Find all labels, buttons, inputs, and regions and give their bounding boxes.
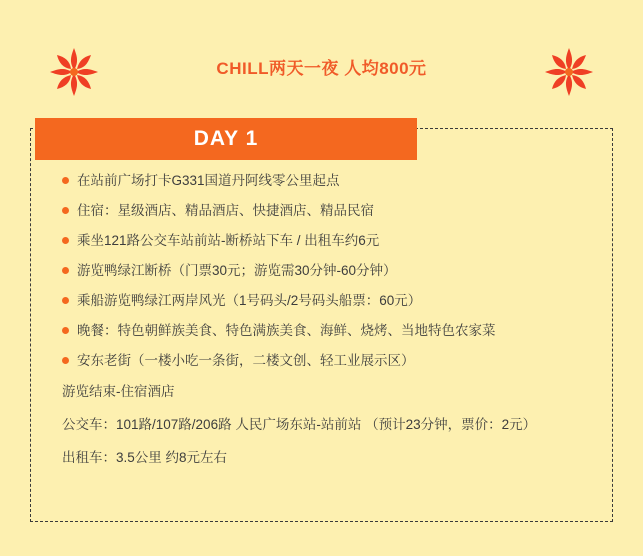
itinerary-notes [62,382,602,467]
list-item-text: 乘船游览鸭绿江两岸风光（1号码头/2号码头船票：60元） [77,293,422,308]
bullet-dot-icon [62,327,69,334]
list-item-text: 在站前广场打卡G331国道丹阿线零公里起点 [77,173,340,188]
list-item-text: 安东老街（一楼小吃一条街，二楼文创、轻工业展示区） [77,353,415,368]
list-item-text: 乘坐121路公交车站前站-断桥站下车 / 出租车约6元 [77,233,380,248]
list-item-text: 游览鸭绿江断桥（门票30元；游览需30分钟-60分钟） [77,263,397,278]
list-item [62,352,592,369]
poster-header [0,36,643,100]
bullet-dot-icon [62,267,69,274]
list-item [62,202,592,219]
bullet-dot-icon [62,357,69,364]
itinerary-list [62,172,592,382]
page-title: CHILL两天一夜 人均800元 [216,59,427,78]
note-text: 出租车：3.5公里 约8元左右 [62,450,228,465]
bullet-dot-icon [62,207,69,214]
list-item-text: 晚餐：特色朝鲜族美食、特色满族美食、海鲜、烧烤、当地特色农家菜 [77,323,496,338]
note-text: 游览结束-住宿酒店 [62,384,175,399]
list-item [62,172,592,189]
list-item [62,322,592,339]
list-item [62,262,592,279]
list-item-text: 住宿：星级酒店、精品酒店、快捷酒店、精品民宿 [77,203,374,218]
bullet-dot-icon [62,297,69,304]
day-banner [35,118,417,160]
bullet-dot-icon [62,237,69,244]
bullet-dot-icon [62,177,69,184]
flower-icon [541,44,597,100]
list-item [62,232,592,249]
note-text: 公交车：101路/107路/206路 人民广场东站-站前站 （预计23分钟，票价：2元） [62,417,537,432]
day-banner-label: DAY 1 [193,127,259,150]
list-item [62,292,592,309]
